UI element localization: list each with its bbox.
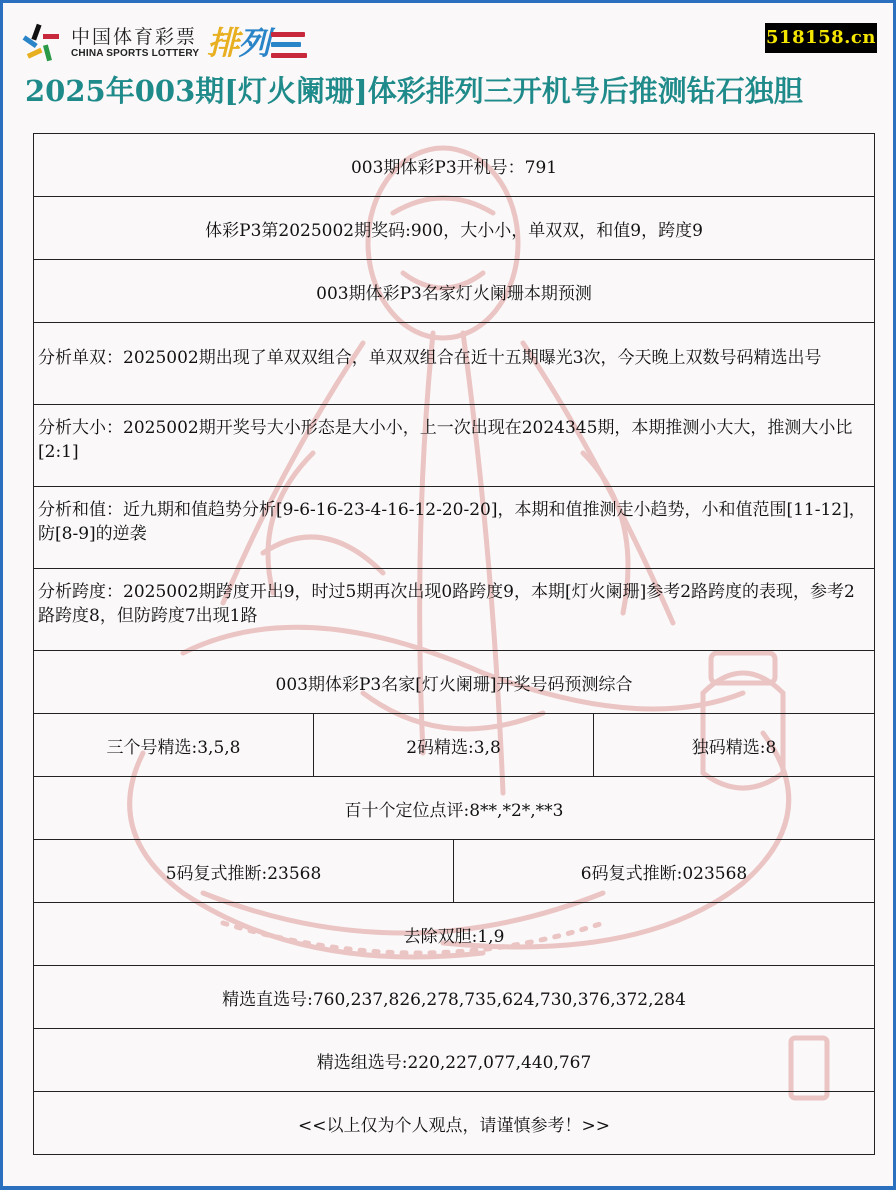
group-picks-cell: 精选组选号:220,227,077,440,767	[34, 1029, 875, 1092]
table-row	[34, 1029, 875, 1092]
analysis-span-cell: 分析跨度：2025002期跨度开出9，时过5期再次出现0路跨度9，本期[灯火阑珊]参考2路跨度的表现，参考2路跨度8，但防跨度7出现1路	[34, 569, 875, 651]
logo-san-stripes-icon	[271, 30, 307, 60]
pailie-san-logo	[207, 23, 307, 63]
table-row	[34, 777, 875, 840]
logo-lie-char: 列	[238, 24, 270, 62]
china-sports-lottery-logo	[21, 21, 307, 65]
forecast-heading-cell: 003期体彩P3名家灯火阑珊本期预测	[34, 260, 875, 323]
table-row	[34, 1092, 875, 1155]
table-row	[34, 966, 875, 1029]
table-row	[34, 651, 875, 714]
direct-picks-cell: 精选直选号:760,237,826,278,735,624,730,376,372,284	[34, 966, 875, 1029]
last-draw-cell: 体彩P3第2025002期奖码:900，大小小，单双双，和值9，跨度9	[34, 197, 875, 260]
six-code-cell: 6码复式推断:023568	[454, 840, 875, 903]
two-picks-cell: 2码精选:3,8	[314, 714, 594, 777]
machine-number-cell: 003期体彩P3开机号：791	[34, 134, 875, 197]
table-row	[34, 714, 875, 777]
three-picks-cell: 三个号精选:3,5,8	[34, 714, 314, 777]
analysis-size-cell: 分析大小：2025002期开奖号大小形态是大小小，上一次出现在2024345期，本期推测小大大，推测大小比[2:1]	[34, 405, 875, 487]
page-title: 2025年003期[灯火阑珊]体彩排列三开机号后推测钻石独胆	[25, 74, 803, 108]
page-header	[3, 3, 893, 128]
logo-chinese-text: 中国体育彩票	[71, 26, 198, 48]
exclude-cell: 去除双胆:1,9	[34, 903, 875, 966]
logo-english-text: CHINA SPORTS LOTTERY	[71, 48, 200, 59]
table-row	[34, 405, 875, 487]
position-review-cell: 百十个定位点评:8**,*2*,**3	[34, 777, 875, 840]
site-badge: 518158.cn	[765, 23, 877, 53]
prediction-table	[33, 133, 875, 1155]
summary-heading-cell: 003期体彩P3名家[灯火阑珊]开奖号码预测综合	[34, 651, 875, 714]
analysis-odd-even-cell: 分析单双：2025002期出现了单双双组合，单双双组合在近十五期曝光3次，今天晚上双数号码精选出号	[34, 323, 875, 405]
five-code-cell: 5码复式推断:23568	[34, 840, 454, 903]
table-row	[34, 134, 875, 197]
analysis-sum-cell: 分析和值：近九期和值趋势分析[9-6-16-23-4-16-12-20-20]，本期和值推测走小趋势，小和值范围[11-12]，防[8-9]的逆袭	[34, 487, 875, 569]
lottery-star-icon	[21, 21, 65, 65]
table-row	[34, 323, 875, 405]
table-row	[34, 197, 875, 260]
table-row	[34, 260, 875, 323]
disclaimer-cell: <<以上仅为个人观点，请谨慎参考！>>	[34, 1092, 875, 1155]
table-row	[34, 487, 875, 569]
table-row	[34, 840, 875, 903]
logo-pai-char: 排	[207, 24, 239, 62]
single-pick-cell: 独码精选:8	[594, 714, 875, 777]
table-row	[34, 903, 875, 966]
table-row	[34, 569, 875, 651]
